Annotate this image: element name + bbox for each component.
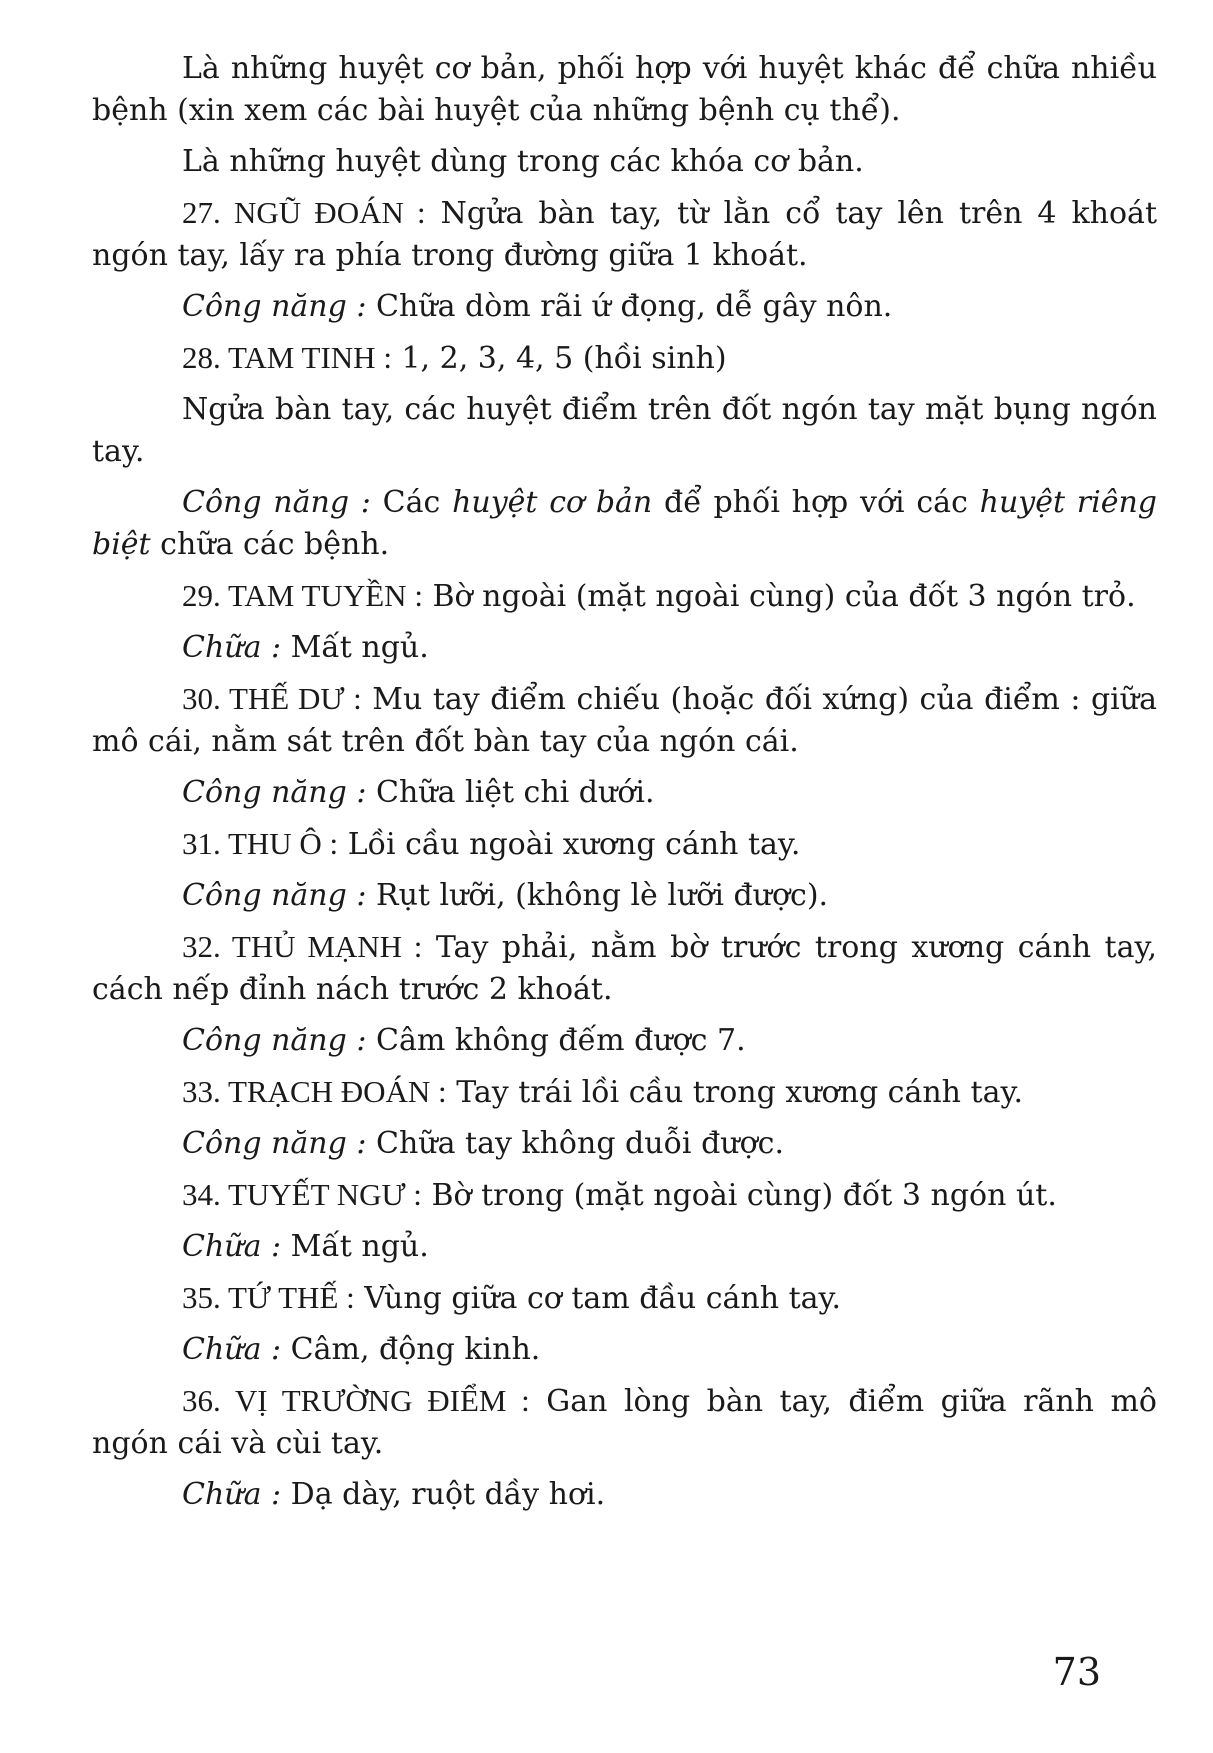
entry-35	[92, 1277, 1157, 1320]
entry-33	[92, 1071, 1157, 1114]
entry-heading: 30. THẾ DƯ :	[182, 681, 362, 716]
paragraph-basic-points	[92, 48, 1157, 132]
entry-heading: 29. TAM TUYỀN :	[182, 578, 423, 613]
treatment-text: Mất ngủ.	[281, 630, 429, 665]
entry-28-function	[92, 482, 1157, 566]
function-label: Công năng :	[182, 289, 367, 324]
entry-27	[92, 192, 1157, 277]
treatment-text: Dạ dày, ruột dầy hơi.	[281, 1477, 606, 1512]
entry-30	[92, 678, 1157, 763]
function-label: Công năng :	[182, 1126, 367, 1161]
paragraph-text: Ngửa bàn tay, các huyệt điểm trên đốt ngón tay mặt bụng ngón tay.	[92, 392, 1157, 469]
function-text: để phối hợp với các	[652, 485, 980, 520]
function-italic-basic: huyệt cơ bản	[452, 485, 653, 520]
entry-28-description	[92, 389, 1157, 473]
entry-text: Bờ ngoài (mặt ngoài cùng) của đốt 3 ngón trỏ.	[422, 579, 1136, 614]
function-text: Câm không đếm được 7.	[366, 1023, 746, 1058]
entry-heading: 27. NGŨ ĐOÁN :	[182, 195, 426, 230]
entry-text: Vùng giữa cơ tam đầu cánh tay.	[354, 1281, 842, 1316]
function-text: Rụt lưỡi, (không lè lưỡi được).	[366, 878, 829, 913]
function-text: Các	[370, 485, 453, 520]
entry-32	[92, 926, 1157, 1011]
entry-heading: 32. THỦ MẠNH :	[182, 929, 423, 964]
function-text: Chữa tay không duỗi được.	[366, 1126, 784, 1161]
treatment-text: Câm, động kinh.	[281, 1332, 541, 1367]
entry-text: Tay phải, nằm bờ trước trong xương cánh tay, cách nếp đỉnh nách trước 2 khoát.	[92, 930, 1157, 1007]
entry-31-function	[92, 875, 1157, 917]
entry-text: Gan lòng bàn tay, điểm giữa rãnh mô ngón cái và cùi tay.	[92, 1384, 1157, 1461]
paragraph-text: Là những huyệt cơ bản, phối hợp với huyệt khác để chữa nhiều bệnh (xin xem các bài huyệt của những bệnh cụ thể).	[92, 51, 1157, 128]
function-italic-special: huyệt riêng biệt	[92, 485, 1158, 562]
function-text: Chữa liệt chi dưới.	[366, 775, 655, 810]
entry-heading: 36. VỊ TRƯỜNG ĐIỂM :	[182, 1383, 530, 1418]
function-label: Công năng :	[182, 775, 367, 810]
entry-34	[92, 1174, 1157, 1217]
entry-35-treatment	[92, 1329, 1157, 1371]
entry-text: Ngửa bàn tay, từ lằn cổ tay lên trên 4 khoát ngón tay, lấy ra phía trong đường giữa 1 khoát.	[92, 196, 1158, 273]
entry-36-treatment	[92, 1474, 1157, 1516]
treatment-text: Mất ngủ.	[281, 1229, 429, 1264]
entry-text: Tay trái lồi cầu trong xương cánh tay.	[446, 1075, 1023, 1110]
function-label: Công năng :	[182, 1023, 367, 1058]
function-text: chữa các bệnh.	[150, 527, 390, 562]
function-label: Công năng :	[182, 485, 371, 520]
entry-text: Bờ trong (mặt ngoài cùng) đốt 3 ngón út.	[421, 1178, 1057, 1213]
treatment-label: Chữa :	[182, 1332, 282, 1367]
entry-32-function	[92, 1020, 1157, 1062]
page-body	[92, 48, 1157, 1525]
entry-text: 1, 2, 3, 4, 5 (hồi sinh)	[391, 341, 727, 376]
entry-heading: 28. TAM TINH :	[182, 340, 392, 375]
entry-heading: 33. TRẠCH ĐOÁN :	[182, 1074, 447, 1109]
entry-29	[92, 575, 1157, 618]
entry-34-treatment	[92, 1226, 1157, 1268]
paragraph-basic-courses	[92, 141, 1157, 183]
entry-28	[92, 337, 1157, 380]
entry-31	[92, 823, 1157, 866]
entry-text: Mu tay điểm chiếu (hoặc đối xứng) của điểm : giữa mô cái, nằm sát trên đốt bàn tay của ngón cái.	[92, 682, 1157, 759]
treatment-label: Chữa :	[182, 630, 282, 665]
paragraph-text: Là những huyệt dùng trong các khóa cơ bản.	[182, 144, 864, 179]
treatment-label: Chữa :	[182, 1477, 282, 1512]
entry-heading: 34. TUYẾT NGƯ :	[182, 1177, 422, 1212]
function-text: Chữa dòm rãi ứ đọng, dễ gây nôn.	[366, 289, 893, 324]
treatment-label: Chữa :	[182, 1229, 282, 1264]
entry-text: Lồi cầu ngoài xương cánh tay.	[338, 827, 801, 862]
entry-27-function	[92, 286, 1157, 328]
entry-30-function	[92, 772, 1157, 814]
entry-heading: 31. THU Ô :	[182, 826, 339, 861]
entry-33-function	[92, 1123, 1157, 1165]
function-label: Công năng :	[182, 878, 367, 913]
page-number: 73	[1052, 1650, 1101, 1694]
entry-heading: 35. TỨ THẾ :	[182, 1280, 355, 1315]
entry-29-treatment	[92, 627, 1157, 669]
entry-36	[92, 1380, 1157, 1465]
